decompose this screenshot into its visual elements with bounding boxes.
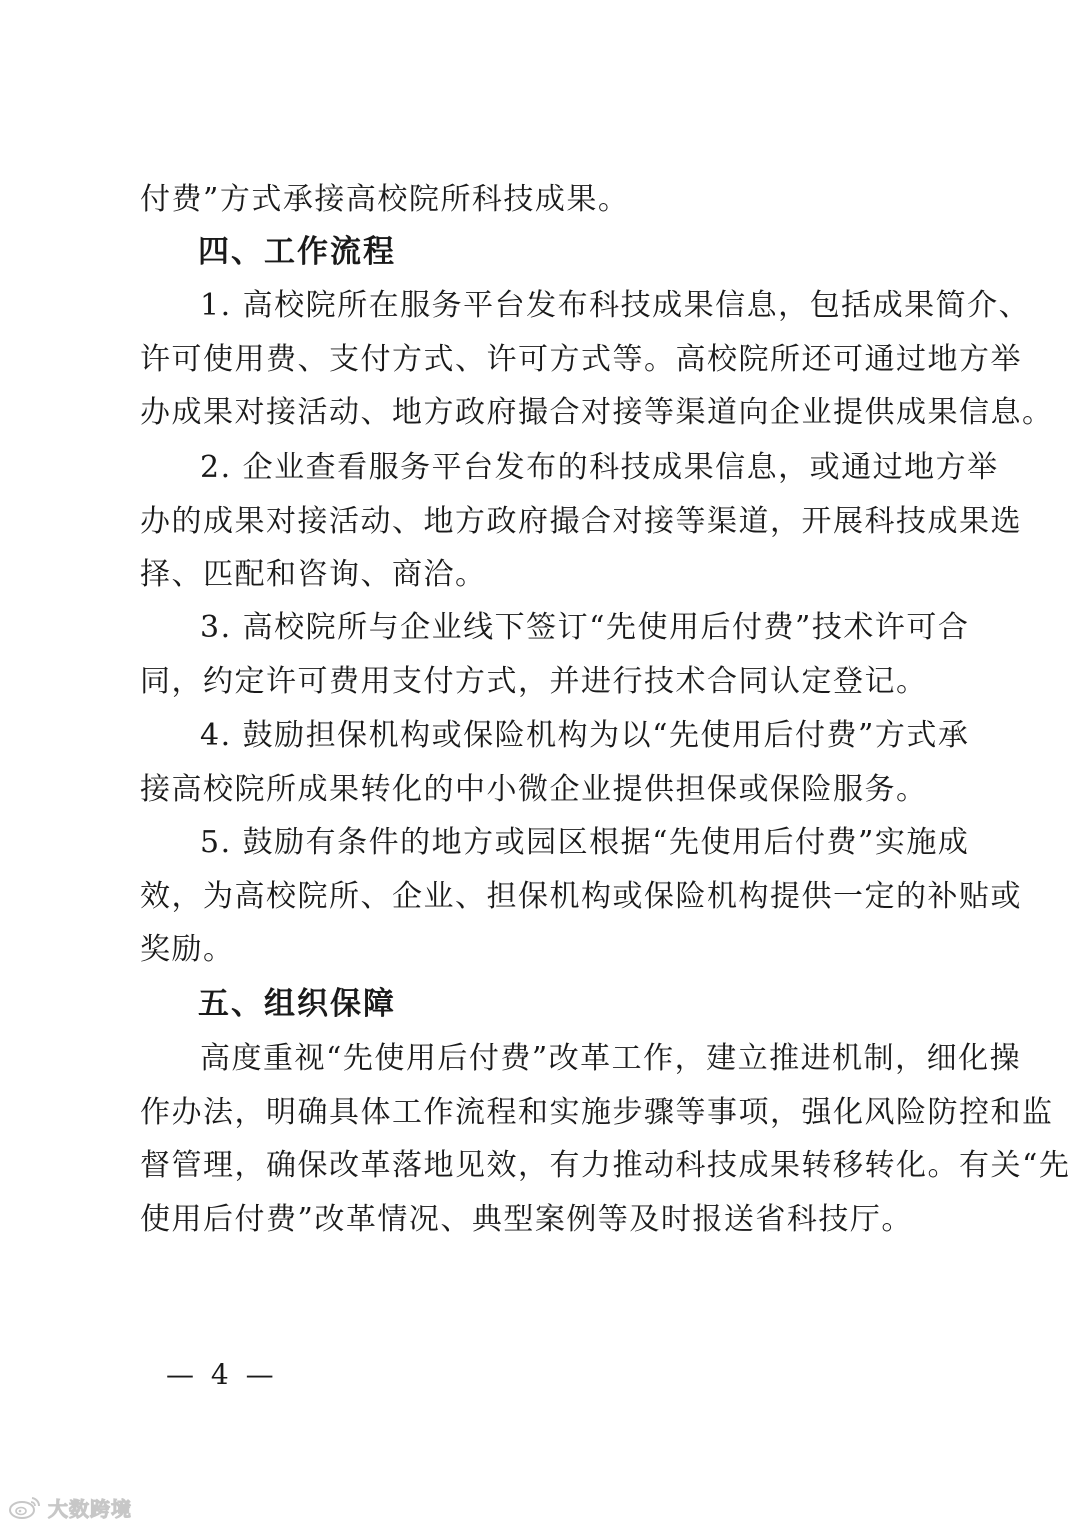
paragraph-line: 使用后付费”改革情况、典型案例等及时报送省科技厅。 — [140, 1202, 913, 1237]
paragraph-line: 接高校院所成果转化的中小微企业提供担保或保险服务。 — [140, 772, 928, 807]
paragraph-line: 督管理，确保改革落地见效，有力推动科技成果转移转化。有关“先 — [140, 1148, 1071, 1183]
watermark — [8, 1492, 132, 1522]
paragraph-line: 同，约定许可费用支付方式，并进行技术合同认定登记。 — [140, 664, 928, 699]
paragraph-line: 许可使用费、支付方式、许可方式等。高校院所还可通过地方举 — [140, 342, 1022, 377]
paragraph-line: 1. 高校院所在服务平台发布科技成果信息，包括成果简介、 — [200, 288, 1031, 323]
paragraph-line: 效，为高校院所、企业、担保机构或保险机构提供一定的补贴或 — [140, 879, 1022, 914]
paragraph-line: 付费”方式承接高校院所科技成果。 — [140, 182, 630, 217]
paragraph-line: 高度重视“先使用后付费”改革工作，建立推进机制，细化操 — [200, 1041, 1022, 1076]
page-number: — 4 — — [166, 1358, 278, 1391]
paragraph-line: 5. 鼓励有条件的地方或园区根据“先使用后付费”实施成 — [200, 825, 970, 860]
paragraph-line: 4. 鼓励担保机构或保险机构为以“先使用后付费”方式承 — [200, 718, 970, 753]
paragraph-line: 择、匹配和咨询、商洽。 — [140, 557, 487, 592]
section-heading-5: 五、组织保障 — [198, 986, 396, 1022]
paragraph-line: 奖励。 — [140, 932, 235, 967]
paragraph-line: 作办法，明确具体工作流程和实施步骤等事项，强化风险防控和监 — [140, 1095, 1054, 1130]
paragraph-line: 办的成果对接活动、地方政府撮合对接等渠道，开展科技成果选 — [140, 504, 1022, 539]
section-heading-4: 四、工作流程 — [198, 234, 396, 270]
weibo-logo-icon — [8, 1494, 42, 1520]
paragraph-line: 3. 高校院所与企业线下签订“先使用后付费”技术许可合 — [200, 610, 970, 645]
paragraph-line: 2. 企业查看服务平台发布的科技成果信息，或通过地方举 — [200, 450, 999, 485]
watermark-text: 大数跨境 — [48, 1496, 132, 1521]
paragraph-line: 办成果对接活动、地方政府撮合对接等渠道向企业提供成果信息。 — [140, 395, 1054, 430]
